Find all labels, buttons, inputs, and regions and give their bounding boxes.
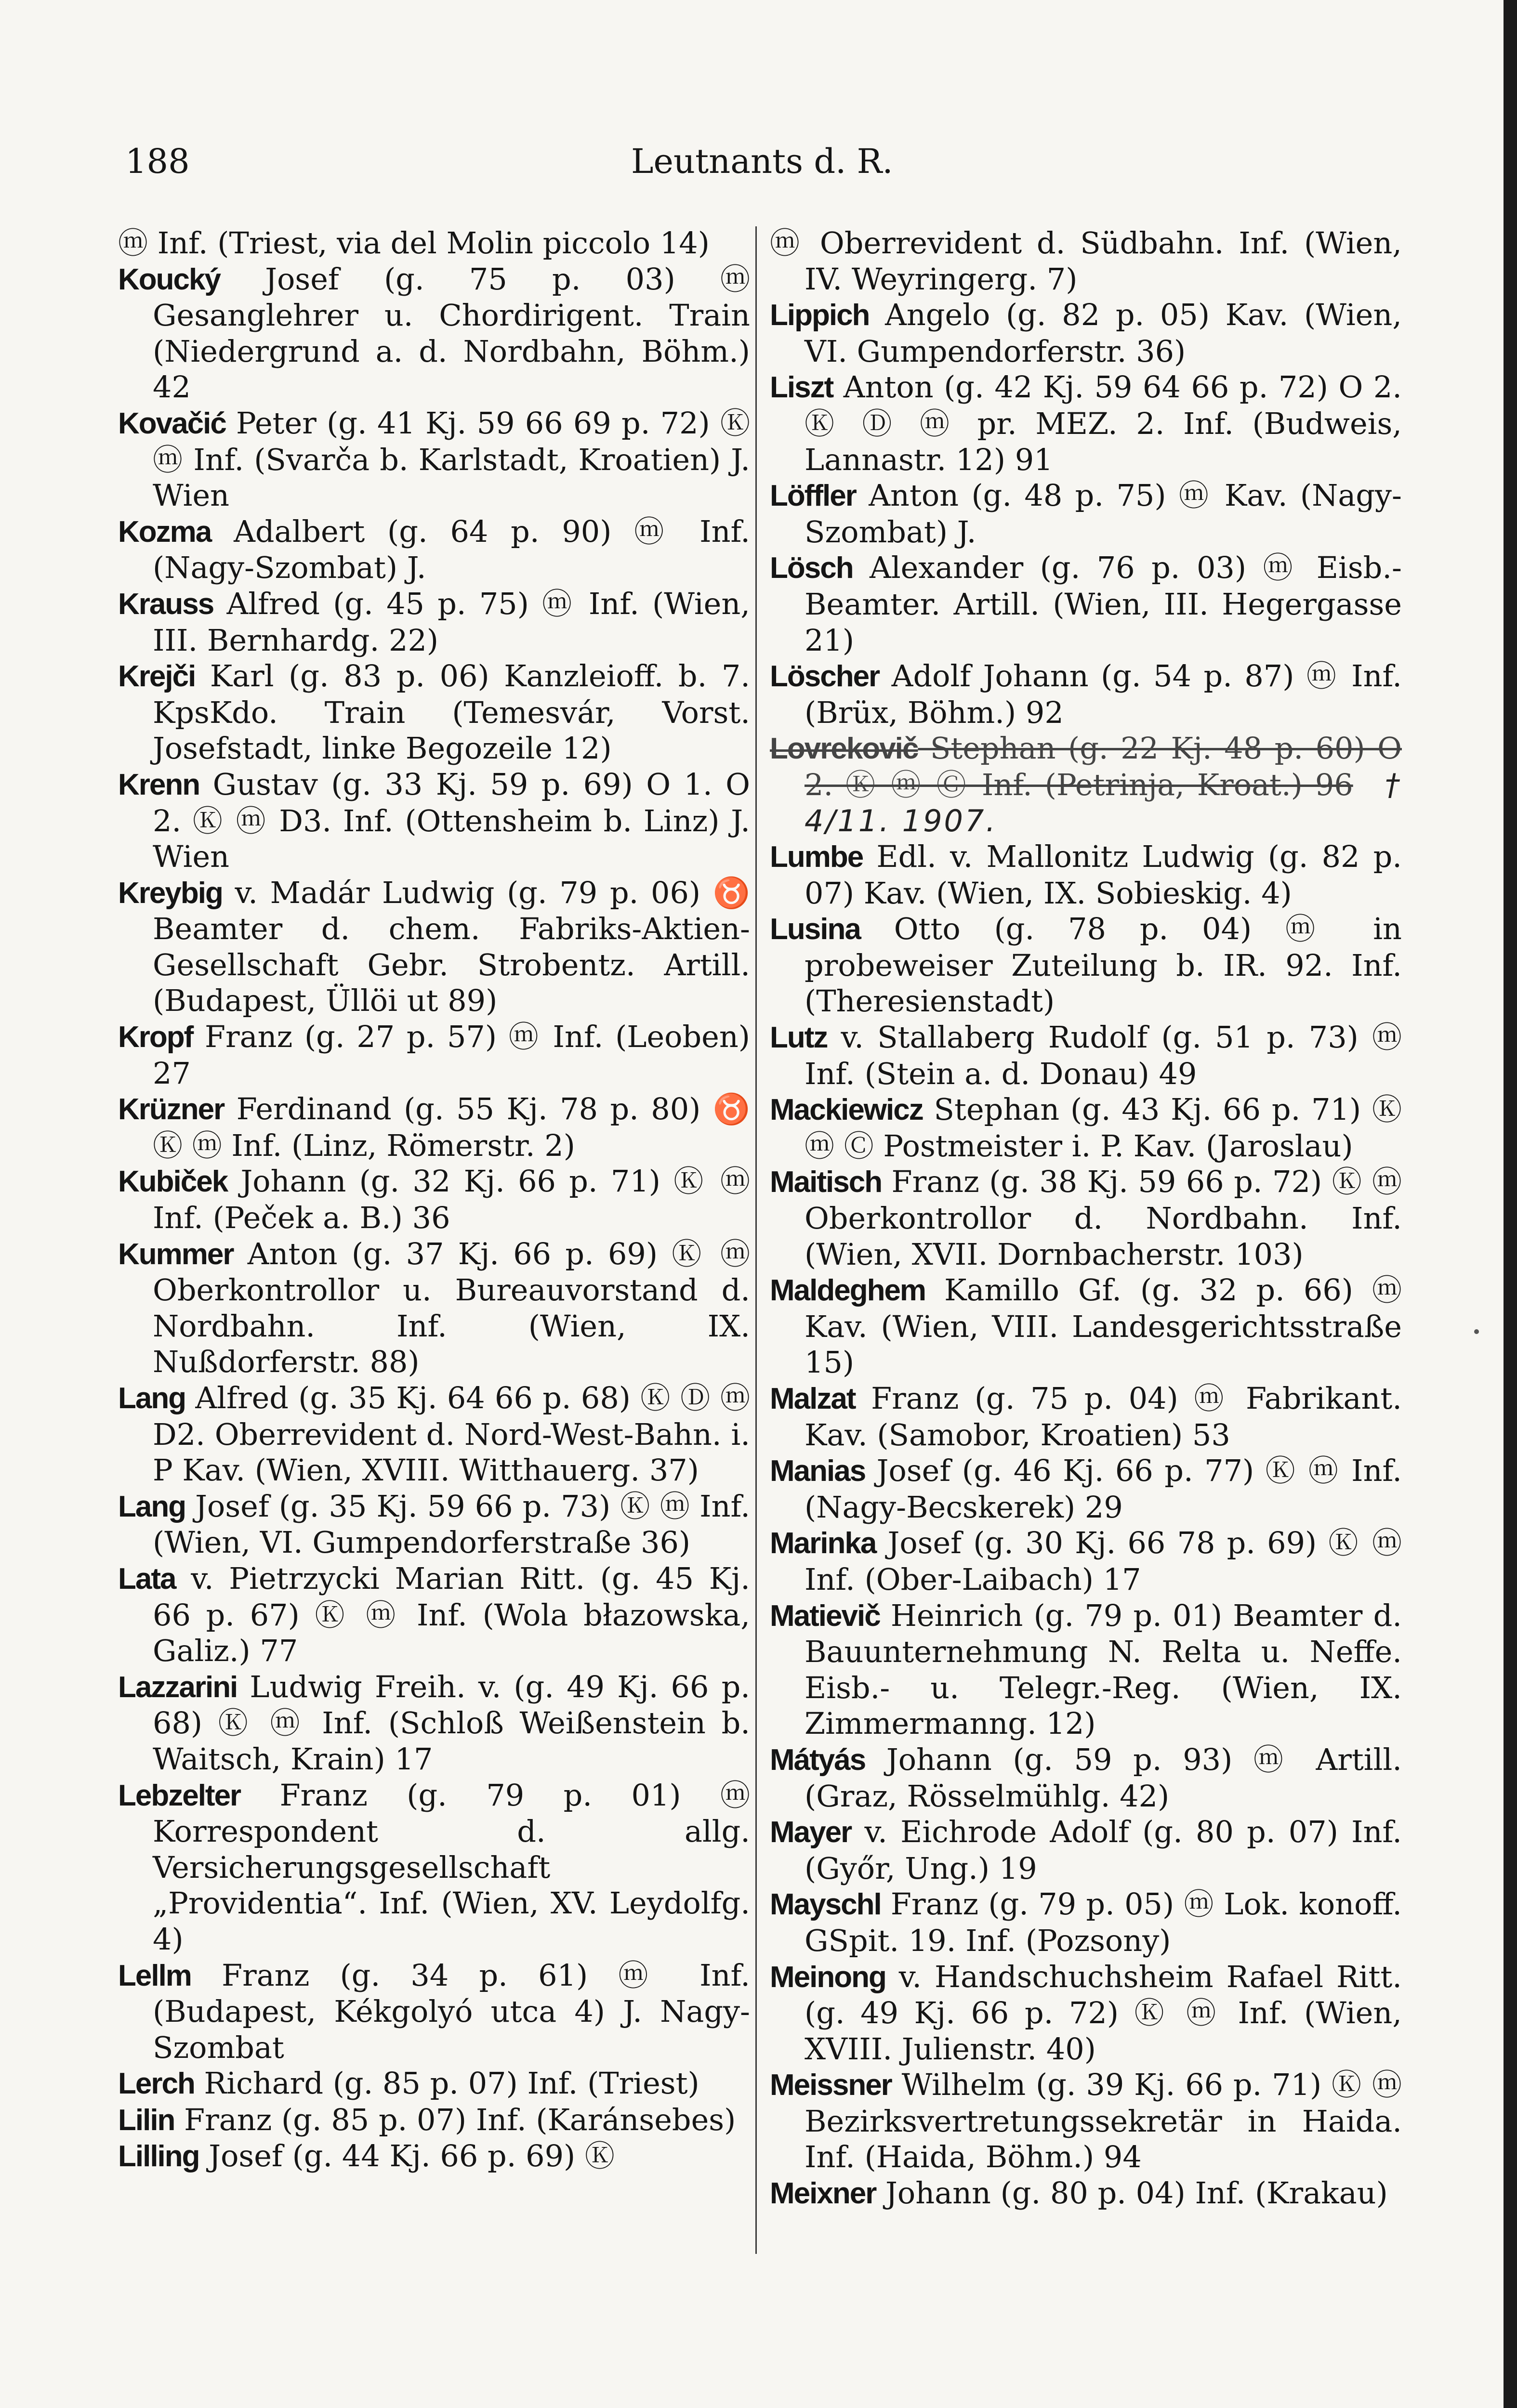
entry-body xyxy=(118,1669,750,1777)
entry-body xyxy=(770,658,1402,730)
entry-surname: Lellm xyxy=(118,1959,191,1992)
directory-entry xyxy=(770,1959,1402,2068)
entry-text: Edl. v. Mallonitz Ludwig (g. 82 p. 07) Kav. (Wien, IX. Sobieskig. 4) xyxy=(805,839,1402,911)
entry-body xyxy=(118,1236,750,1380)
entry-body xyxy=(118,406,750,513)
entry-surname: Malzat xyxy=(770,1382,856,1415)
entry-text: Kamillo Gf. (g. 32 p. 66) ⓜ Kav. (Wien, VIII. Landesgerichtsstraße 15) xyxy=(805,1272,1402,1380)
entry-body xyxy=(770,1525,1402,1597)
directory-entry xyxy=(770,225,1402,297)
directory-entry xyxy=(770,1381,1402,1453)
entry-body xyxy=(770,839,1402,911)
entry-text: v. Pietrzycki Marian Ritt. (g. 45 Kj. 66 p. 67) Ⓚ ⓜ Inf. (Wola błazowska, Galiz.) 77 xyxy=(153,1560,750,1669)
directory-entry xyxy=(118,514,750,586)
column-divider xyxy=(755,226,757,2254)
directory-entry xyxy=(118,875,750,1019)
directory-entry xyxy=(118,406,750,514)
entry-surname: Lebzelter xyxy=(118,1779,241,1812)
entry-body xyxy=(770,297,1402,369)
entry-surname: Maldeghem xyxy=(770,1274,926,1308)
entry-surname: Lazzarini xyxy=(118,1670,237,1704)
entry-surname: Mayschl xyxy=(770,1888,881,1922)
entry-text: Stephan (g. 43 Kj. 66 p. 71) Ⓚ ⓜ Ⓒ Postmeister i. P. Kav. (Jaroslau) xyxy=(805,1092,1402,1164)
directory-entry xyxy=(770,2175,1402,2212)
directory-entry xyxy=(118,1561,750,1669)
entry-surname: Matievič xyxy=(770,1599,880,1633)
directory-entry xyxy=(118,1380,750,1489)
entry-text: Alfred (g. 45 p. 75) ⓜ Inf. (Wien, III. Bernhardg. 22) xyxy=(153,586,750,658)
directory-entry xyxy=(770,911,1402,1020)
entry-body xyxy=(770,2067,1402,2174)
entry-surname: Lata xyxy=(118,1562,176,1596)
entry-body xyxy=(118,2066,699,2101)
entry-body xyxy=(770,1598,1402,1741)
entry-text: Angelo (g. 82 p. 05) Kav. (Wien, VI. Gumpendorferstr. 36) xyxy=(805,297,1402,369)
directory-entry xyxy=(770,1886,1402,1959)
entry-body xyxy=(118,262,750,405)
entry-text: Franz (g. 38 Kj. 59 66 p. 72) Ⓚ ⓜ Oberkontrollor d. Nordbahn. Inf. (Wien, XVII. Dornbacherstr. 103) xyxy=(805,1164,1402,1272)
entry-text: Karl (g. 83 p. 06) Kanzleioff. b. 7. KpsKdo. Train (Temesvár, Vorst. Josefstadt, linke Begozeile 12) xyxy=(153,658,750,766)
entry-body xyxy=(770,225,1402,297)
directory-entry xyxy=(770,1092,1402,1164)
entry-body xyxy=(770,1381,1402,1453)
entry-text: Stephan (g. 22 Kj. 48 p. 60) O 2. Ⓚ ⓜ Ⓒ Inf. (Petrinja, Kroat.) 96 xyxy=(805,731,1402,802)
entry-surname: Marinka xyxy=(770,1527,876,1560)
entry-surname: Lusina xyxy=(770,913,860,946)
entry-text: Heinrich (g. 79 p. 01) Beamter d. Bauunternehmung N. Relta u. Neffe. Eisb.- u. Telegr.-Reg. (Wien, IX. Zimmermanng. 12) xyxy=(805,1597,1402,1741)
directory-entry xyxy=(118,1489,750,1561)
directory-entry xyxy=(770,1814,1402,1886)
entry-surname: Lang xyxy=(118,1382,186,1415)
entry-text: v. Stallaberg Rudolf (g. 51 p. 73) ⓜ Inf. (Stein a. d. Donau) 49 xyxy=(805,1020,1402,1091)
entry-text: Otto (g. 78 p. 04) ⓜ in probeweiser Zuteilung b. IR. 92. Inf. (Theresienstadt) xyxy=(805,911,1402,1019)
entry-text: Josef (g. 30 Kj. 66 78 p. 69) Ⓚ ⓜ Inf. (Ober-Laibach) 17 xyxy=(805,1525,1402,1597)
entry-text: Gustav (g. 33 Kj. 59 p. 69) O 1. O 2. Ⓚ ⓜ D3. Inf. (Ottensheim b. Linz) J. Wien xyxy=(153,766,750,875)
entry-text: Alfred (g. 35 Kj. 64 66 p. 68) Ⓚ Ⓓ ⓜ D2. Oberrevident d. Nord-West-Bahn. i. P Kav. (Wien, XVIII. Witthauerg. 37) xyxy=(153,1380,750,1488)
entry-surname: Krenn xyxy=(118,768,200,801)
directory-entry xyxy=(118,658,750,767)
directory-entry xyxy=(770,839,1402,911)
directory-entry xyxy=(118,1958,750,2066)
entry-body xyxy=(118,2102,736,2137)
directory-entry xyxy=(770,1525,1402,1597)
entry-surname: Krauss xyxy=(118,587,214,621)
entry-body xyxy=(118,1164,750,1235)
directory-entry xyxy=(770,1020,1402,1092)
directory-entry xyxy=(118,1164,750,1236)
entry-text: Franz (g. 27 p. 57) ⓜ Inf. (Leoben) 27 xyxy=(153,1019,750,1091)
entry-body xyxy=(770,1814,1402,1886)
directory-entry xyxy=(770,1164,1402,1272)
entry-surname: Meixner xyxy=(770,2177,876,2211)
entry-body xyxy=(770,369,1402,477)
entry-surname: Lumbe xyxy=(770,840,863,874)
entry-surname: Meissner xyxy=(770,2068,892,2102)
running-head: Leutnants d. R. xyxy=(631,142,893,181)
handwritten-annotation: † 4/11. 1907. xyxy=(805,767,1402,838)
entry-surname: Kreybig xyxy=(118,876,223,910)
entry-body xyxy=(770,478,1402,550)
directory-entry xyxy=(118,2102,750,2139)
entry-text: Johann (g. 80 p. 04) Inf. (Krakau) xyxy=(876,2175,1388,2211)
entry-surname: Krejči xyxy=(118,660,196,694)
directory-entry xyxy=(770,731,1402,839)
directory-entry xyxy=(770,658,1402,731)
entry-text: v. Madár Ludwig (g. 79 p. 06) ♉ Beamter d. chem. Fabriks-Aktien-Gesellschaft Gebr. Strobentz. Artill. (Budapest, Üllöi ut 89) xyxy=(153,875,750,1019)
directory-entry xyxy=(770,297,1402,369)
directory-entry xyxy=(118,2066,750,2102)
directory-entry xyxy=(118,586,750,658)
entry-text: Franz (g. 79 p. 05) ⓜ Lok. konoff. GSpit. 19. Inf. (Pozsony) xyxy=(805,1886,1402,1958)
entry-body xyxy=(770,1164,1402,1271)
entry-text: Peter (g. 41 Kj. 59 66 69 p. 72) Ⓚ ⓜ Inf. (Svarča b. Karlstadt, Kroatien) J. Wien xyxy=(153,405,750,513)
directory-entry xyxy=(770,1272,1402,1381)
entry-body xyxy=(118,1019,750,1091)
entry-text: Ludwig Freih. v. (g. 49 Kj. 66 p. 68) Ⓚ ⓜ Inf. (Schloß Weißenstein b. Waitsch, Krain) 17 xyxy=(153,1669,750,1777)
directory-entry xyxy=(118,1019,750,1091)
entry-body xyxy=(118,658,750,766)
directory-entry xyxy=(770,550,1402,658)
entry-surname: Lösch xyxy=(770,551,853,585)
entry-body xyxy=(118,2138,615,2173)
entry-body xyxy=(770,1092,1402,1164)
entry-body xyxy=(770,1020,1402,1091)
entry-surname: Lilling xyxy=(118,2140,199,2173)
entry-surname: Lilin xyxy=(118,2103,175,2137)
left-column xyxy=(118,225,750,2175)
directory-entry xyxy=(118,1091,750,1164)
entry-surname: Koucký xyxy=(118,262,220,296)
entry-surname: Krüzner xyxy=(118,1093,224,1126)
entry-text: Anton (g. 37 Kj. 66 p. 69) Ⓚ ⓜ Oberkontrollor u. Bureauvorstand d. Nordbahn. Inf. (Wien, IX. Nußdorferstr. 88) xyxy=(153,1236,750,1380)
entry-text: Josef (g. 46 Kj. 66 p. 77) Ⓚ ⓜ Inf. (Nagy-Becskerek) 29 xyxy=(805,1453,1402,1525)
entry-text: Josef (g. 75 p. 03) ⓜ Gesanglehrer u. Chordirigent. Train (Niedergrund a. d. Nordbahn, Böhm.) 42 xyxy=(153,261,750,405)
entry-body xyxy=(118,1958,750,2065)
entry-body xyxy=(770,1959,1402,2067)
directory-entry xyxy=(118,1778,750,1958)
entry-surname: Manias xyxy=(770,1454,866,1488)
entry-body xyxy=(770,1272,1402,1380)
directory-entry xyxy=(118,262,750,406)
entry-surname: Lang xyxy=(118,1490,186,1523)
directory-entry xyxy=(118,1669,750,1778)
entry-text: Richard (g. 85 p. 07) Inf. (Triest) xyxy=(194,2066,699,2101)
entry-surname: Kropf xyxy=(118,1021,193,1054)
margin-dot xyxy=(1474,1329,1479,1334)
directory-entry xyxy=(770,1598,1402,1742)
directory-entry xyxy=(118,767,750,875)
entry-text: Franz (g. 79 p. 01) ⓜ Korrespondent d. allg. Versicherungsgesellschaft „Providentia“. Inf. (Wien, XV. Leydolfg. 4) xyxy=(153,1777,750,1957)
entry-surname: Liszt xyxy=(770,371,833,405)
right-column xyxy=(770,225,1402,2212)
entry-surname: Mackiewicz xyxy=(770,1093,923,1127)
directory-entry xyxy=(118,225,750,262)
entry-surname: Löffler xyxy=(770,479,856,513)
entry-text: Adalbert (g. 64 p. 90) ⓜ Inf. (Nagy-Szombat) J. xyxy=(153,513,750,586)
entry-text: Ferdinand (g. 55 Kj. 78 p. 80) ♉ Ⓚ ⓜ Inf. (Linz, Römerstr. 2) xyxy=(153,1091,750,1163)
directory-entry xyxy=(118,2138,750,2175)
entry-body xyxy=(770,911,1402,1019)
entry-text: Franz (g. 75 p. 04) ⓜ Fabrikant. Kav. (Samobor, Kroatien) 53 xyxy=(805,1381,1402,1453)
entry-text: Johann (g. 32 Kj. 66 p. 71) Ⓚ ⓜ Inf. (Peček a. B.) 36 xyxy=(153,1164,750,1236)
entry-body xyxy=(770,1453,1402,1525)
entry-surname: Lovrekovič xyxy=(770,732,918,766)
directory-entry xyxy=(770,369,1402,478)
entry-surname: Meinong xyxy=(770,1960,886,1994)
entry-text: Adolf Johann (g. 54 p. 87) ⓜ Inf. (Brüx, Böhm.) 92 xyxy=(805,658,1402,730)
entry-surname: Kubiček xyxy=(118,1165,228,1199)
entry-text: Anton (g. 42 Kj. 59 64 66 p. 72) O 2. Ⓚ Ⓓ ⓜ pr. MEZ. 2. Inf. (Budweis, Lannastr. 12) 91 xyxy=(805,369,1402,477)
entry-body xyxy=(770,1886,1402,1958)
entry-text: v. Handschuchsheim Rafael Ritt. (g. 49 Kj. 66 p. 72) Ⓚ ⓜ Inf. (Wien, XVIII. Julienstr. 40) xyxy=(805,1959,1402,2067)
entry-text: Franz (g. 85 p. 07) Inf. (Karánsebes) xyxy=(174,2102,736,2137)
entry-text: Franz (g. 34 p. 61) ⓜ Inf. (Budapest, Kékgolyó utca 4) J. Nagy-Szombat xyxy=(153,1957,750,2065)
directory-entry xyxy=(770,1742,1402,1814)
entry-body xyxy=(770,550,1402,657)
entry-surname: Kummer xyxy=(118,1237,234,1271)
entry-surname: Mayer xyxy=(770,1816,852,1849)
entry-body xyxy=(118,1561,750,1668)
entry-text: ⓜ Oberrevident d. Südbahn. Inf. (Wien, IV. Weyringerg. 7) xyxy=(770,225,1402,297)
entry-body xyxy=(118,767,750,874)
entry-surname: Kovačić xyxy=(118,406,226,440)
entry-body xyxy=(770,1742,1402,1814)
entry-body xyxy=(118,1091,750,1163)
entry-body xyxy=(770,731,1402,802)
entry-surname: Mátyás xyxy=(770,1743,866,1777)
entry-text: v. Eichrode Adolf (g. 80 p. 07) Inf. (Győr, Ung.) 19 xyxy=(805,1814,1402,1886)
entry-body xyxy=(118,875,750,1019)
entry-surname: Lutz xyxy=(770,1021,828,1055)
entry-text: Josef (g. 35 Kj. 59 66 p. 73) Ⓚ ⓜ Inf. (Wien, VI. Gumpendorferstraße 36) xyxy=(153,1488,750,1560)
entry-body xyxy=(118,586,750,658)
entry-body xyxy=(770,2175,1388,2211)
entry-text: Alexander (g. 76 p. 03) ⓜ Eisb.-Beamter. Artill. (Wien, III. Hegergasse 21) xyxy=(805,550,1402,658)
directory-entry xyxy=(770,2067,1402,2175)
entry-text: ⓜ Inf. (Triest, via del Molin piccolo 14) xyxy=(118,225,710,261)
entry-text: Johann (g. 59 p. 93) ⓜ Artill. (Graz, Rösselmühlg. 42) xyxy=(805,1741,1402,1814)
directory-entry xyxy=(770,478,1402,550)
directory-entry xyxy=(118,1236,750,1380)
entry-surname: Kozma xyxy=(118,515,211,549)
entry-body xyxy=(118,1489,750,1560)
entry-text: Josef (g. 44 Kj. 66 p. 69) Ⓚ xyxy=(199,2138,615,2174)
entry-body xyxy=(118,1380,750,1488)
entry-body xyxy=(118,1778,750,1957)
directory-entry xyxy=(770,1453,1402,1525)
page-number: 188 xyxy=(125,142,190,181)
entry-body xyxy=(118,514,750,586)
entry-surname: Löscher xyxy=(770,660,880,694)
entry-surname: Lippich xyxy=(770,299,870,332)
entry-surname: Maitisch xyxy=(770,1165,882,1199)
entry-text: Wilhelm (g. 39 Kj. 66 p. 71) Ⓚ ⓜ Bezirksvertretungssekretär in Haida. Inf. (Haida, Böhm.) 94 xyxy=(805,2067,1402,2175)
entry-text: Anton (g. 48 p. 75) ⓜ Kav. (Nagy-Szombat) J. xyxy=(805,478,1402,550)
entry-surname: Lerch xyxy=(118,2067,195,2101)
entry-body xyxy=(118,225,710,261)
